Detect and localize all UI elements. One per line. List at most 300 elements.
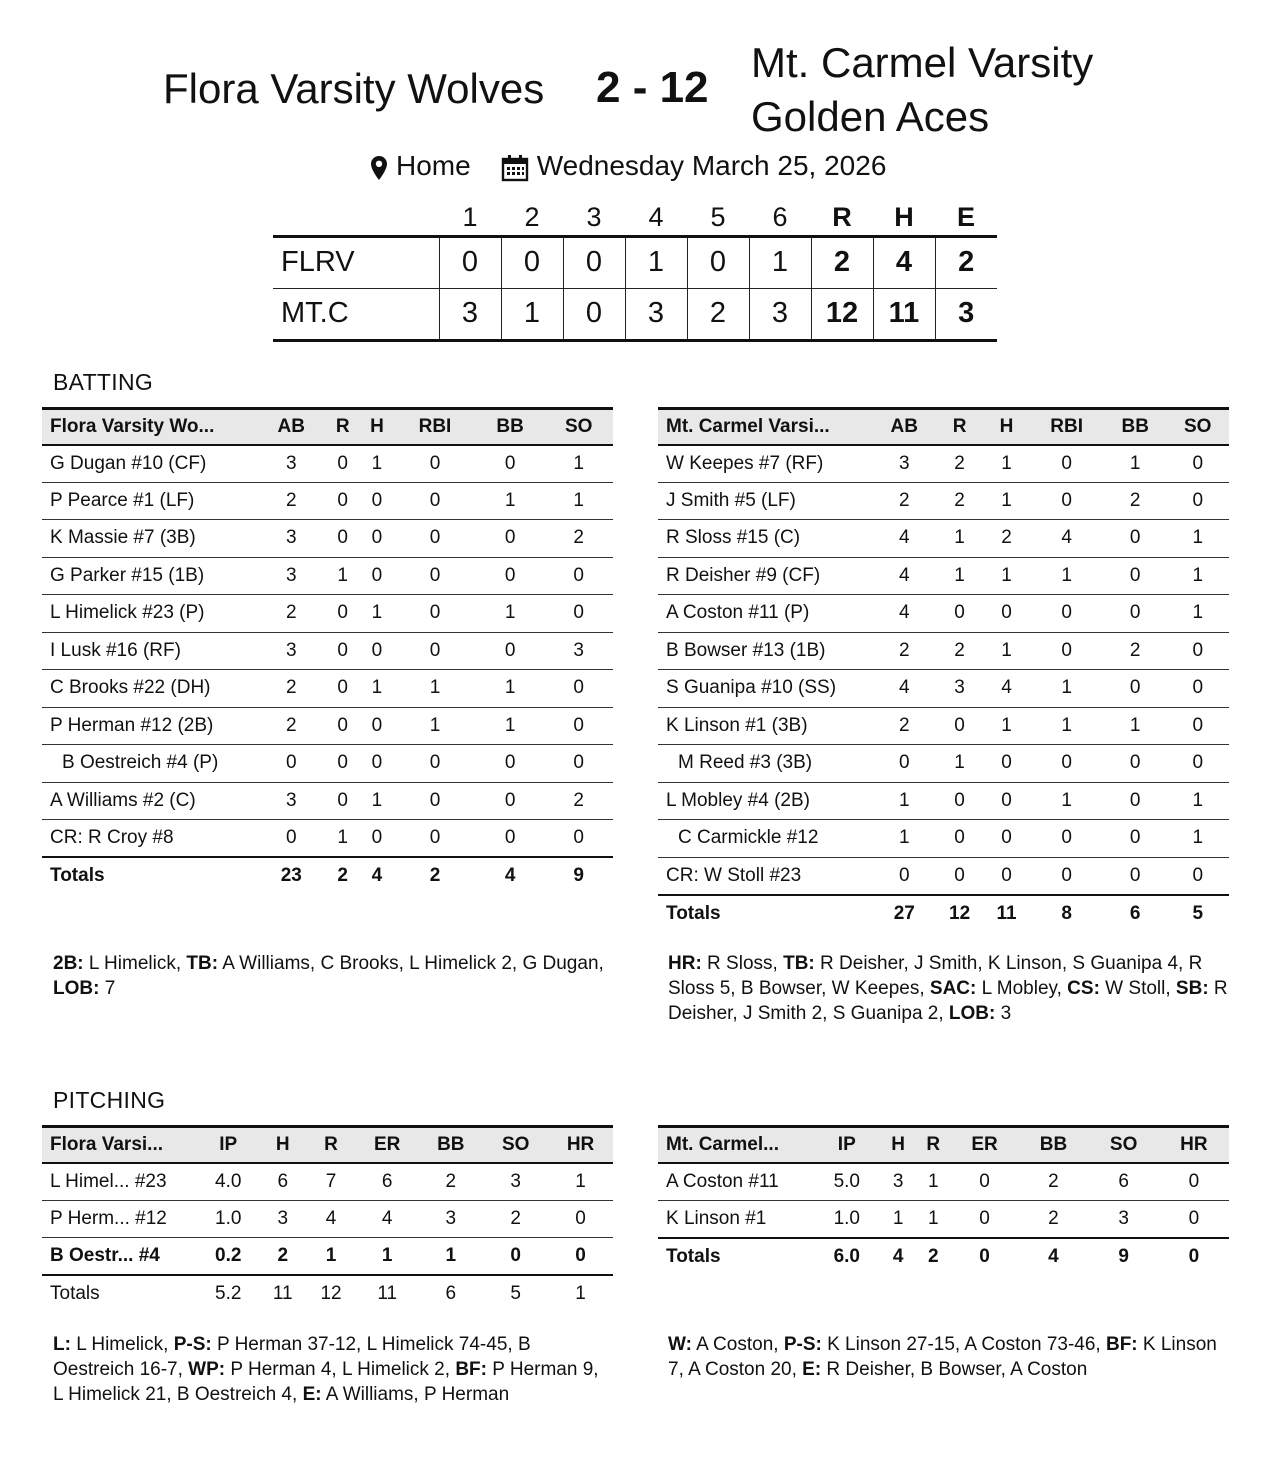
stat-value: 3 bbox=[257, 520, 326, 558]
stat-value: 6 bbox=[356, 1163, 418, 1201]
stat-value: 0 bbox=[1104, 745, 1167, 783]
stat-column-header: BB bbox=[418, 1127, 483, 1163]
stat-value: 0 bbox=[1029, 857, 1104, 895]
stat-value: 0 bbox=[1104, 670, 1167, 708]
final-score: 2 - 12 bbox=[596, 63, 709, 112]
stat-value: 2 bbox=[1104, 482, 1167, 520]
note-label: SB: bbox=[1175, 978, 1209, 999]
total-value: 6.0 bbox=[813, 1238, 881, 1276]
game-date: Wednesday March 25, 2026 bbox=[536, 150, 887, 181]
stat-column-header: HR bbox=[1159, 1127, 1229, 1163]
total-value: 11 bbox=[259, 1275, 306, 1313]
stat-value: 0 bbox=[936, 707, 984, 745]
stat-value: 0 bbox=[544, 820, 613, 858]
stat-value: 0 bbox=[394, 820, 476, 858]
stat-value: 3 bbox=[873, 445, 936, 483]
stat-value: 4 bbox=[873, 557, 936, 595]
total-value: 4 bbox=[881, 1238, 916, 1276]
player-name: M Reed #3 (3B) bbox=[658, 745, 873, 783]
table-header-row bbox=[42, 1127, 613, 1163]
note-text: L Himelick, bbox=[70, 1334, 174, 1355]
stat-value: 3 bbox=[881, 1163, 916, 1201]
stat-value: 0 bbox=[984, 857, 1030, 895]
stat-column-header: AB bbox=[257, 409, 326, 445]
stat-value: 0 bbox=[984, 595, 1030, 633]
player-name: I Lusk #16 (RF) bbox=[42, 632, 257, 670]
stat-value: 0 bbox=[394, 445, 476, 483]
stat-value: 1 bbox=[476, 482, 545, 520]
note-text: A Williams, P Herman bbox=[321, 1384, 510, 1405]
stat-value: 1 bbox=[326, 820, 360, 858]
player-name: C Carmickle #12 bbox=[658, 820, 873, 858]
line-score-row-home bbox=[273, 236, 997, 288]
stat-value: 0 bbox=[544, 745, 613, 783]
stat-value: 0 bbox=[873, 745, 936, 783]
line-score-row-away bbox=[273, 288, 997, 340]
total-value: 6 bbox=[418, 1275, 483, 1313]
team-column-header: Mt. Carmel Varsi... bbox=[658, 409, 873, 445]
note-text: W Stoll, bbox=[1099, 978, 1176, 999]
stat-value: 2 bbox=[1104, 632, 1167, 670]
stat-value: 1 bbox=[936, 557, 984, 595]
note-label: TB: bbox=[186, 953, 219, 974]
inning-runs: 1 bbox=[501, 288, 563, 340]
stat-column-header: SO bbox=[483, 1127, 548, 1163]
player-name: R Sloss #15 (C) bbox=[658, 520, 873, 558]
stat-column-header: RBI bbox=[1029, 409, 1104, 445]
stat-value: 3 bbox=[483, 1163, 548, 1201]
batter-row bbox=[658, 670, 1229, 708]
inning-runs: 3 bbox=[439, 288, 501, 340]
stat-value: 0 bbox=[1104, 782, 1167, 820]
stat-value: 0 bbox=[476, 520, 545, 558]
batter-row bbox=[42, 520, 613, 558]
stat-value: 4 bbox=[873, 670, 936, 708]
team-column-header: Flora Varsi... bbox=[42, 1127, 197, 1163]
stat-column-header: RBI bbox=[394, 409, 476, 445]
stat-value: 1 bbox=[1166, 557, 1229, 595]
player-name: K Linson #1 bbox=[658, 1200, 813, 1238]
stat-value: 0 bbox=[326, 595, 360, 633]
stat-column-header: ER bbox=[951, 1127, 1019, 1163]
note-text: P Herman 9, L Himelick 21, B Oestreich 4, bbox=[53, 1359, 599, 1405]
total-value: 4 bbox=[360, 857, 394, 895]
total-value: 12 bbox=[306, 1275, 356, 1313]
stat-value: 0 bbox=[1159, 1200, 1229, 1238]
stat-column-header: BB bbox=[476, 409, 545, 445]
stat-value: 4 bbox=[873, 520, 936, 558]
away-team-name: Mt. Carmel Varsity Golden Aces bbox=[751, 39, 1094, 140]
pitcher-row bbox=[42, 1238, 613, 1276]
batter-row bbox=[42, 445, 613, 483]
batter-row bbox=[42, 482, 613, 520]
hits-header: H bbox=[894, 201, 914, 232]
stat-value: 0 bbox=[1104, 520, 1167, 558]
note-text: R Deisher, B Bowser, A Coston bbox=[821, 1359, 1088, 1380]
stat-value: 3 bbox=[257, 632, 326, 670]
stat-value: 0 bbox=[936, 595, 984, 633]
stat-value: 3 bbox=[257, 782, 326, 820]
stat-value: 3 bbox=[257, 445, 326, 483]
pitching-notes-away bbox=[668, 1332, 1228, 1382]
stat-value: 0 bbox=[1029, 820, 1104, 858]
stat-value: 2 bbox=[277, 1245, 289, 1266]
stat-column-header: H bbox=[984, 409, 1030, 445]
inning-header: 5 bbox=[710, 201, 726, 232]
stat-value: 1 bbox=[916, 1200, 951, 1238]
stat-value: 0 bbox=[1104, 857, 1167, 895]
stat-value: 2 bbox=[873, 482, 936, 520]
batter-row bbox=[42, 782, 613, 820]
stat-value: 3 bbox=[1089, 1200, 1159, 1238]
batter-row bbox=[658, 745, 1229, 783]
stat-value: 1 bbox=[548, 1163, 613, 1201]
stat-value: 0 bbox=[984, 820, 1030, 858]
total-value: 4 bbox=[476, 857, 545, 895]
stat-value: 1.0 bbox=[813, 1200, 881, 1238]
stat-value: 0 bbox=[544, 670, 613, 708]
total-value: 23 bbox=[257, 857, 326, 895]
stat-value: 0 bbox=[544, 707, 613, 745]
note-label: BF: bbox=[1105, 1334, 1138, 1355]
note-text: P Herman 37-12, L Himelick 74-45, B Oestreich 16-7, bbox=[53, 1334, 531, 1380]
stat-value: 1 bbox=[1029, 707, 1104, 745]
player-name: W Keepes #7 (RF) bbox=[658, 445, 873, 483]
stat-value: 1 bbox=[394, 707, 476, 745]
batter-row bbox=[658, 820, 1229, 858]
map-pin-icon bbox=[370, 150, 388, 182]
note-text: R Deisher, J Smith 2, S Guanipa 2, bbox=[668, 978, 1228, 1024]
note-label: E: bbox=[302, 1384, 322, 1405]
stat-value: 1 bbox=[984, 557, 1030, 595]
stat-value: 1 bbox=[1166, 820, 1229, 858]
stat-value: 2 bbox=[257, 670, 326, 708]
stat-value: 0 bbox=[394, 482, 476, 520]
player-name: CR: R Croy #8 bbox=[42, 820, 257, 858]
inning-runs: 3 bbox=[749, 288, 811, 340]
stat-column-header: IP bbox=[813, 1127, 881, 1163]
stat-value: 1 bbox=[325, 1245, 337, 1266]
stat-value: 0 bbox=[360, 820, 394, 858]
player-name: P Herm... #12 bbox=[42, 1200, 197, 1238]
note-label: L: bbox=[53, 1334, 71, 1355]
stat-column-header: H bbox=[360, 409, 394, 445]
inning-header: 4 bbox=[648, 201, 664, 232]
stat-value: 1 bbox=[1029, 670, 1104, 708]
stat-column-header: BB bbox=[1018, 1127, 1088, 1163]
team-abbr: MT.C bbox=[273, 288, 439, 340]
stat-value: 4 bbox=[873, 595, 936, 633]
total-value: 5.2 bbox=[197, 1275, 259, 1313]
stat-value: 1 bbox=[360, 782, 394, 820]
stat-value: 0 bbox=[873, 857, 936, 895]
note-label: P-S: bbox=[783, 1334, 822, 1355]
stat-value: 0 bbox=[476, 557, 545, 595]
stat-value: 0 bbox=[1166, 482, 1229, 520]
total-value: 11 bbox=[984, 895, 1030, 933]
inning-runs: 0 bbox=[563, 288, 625, 340]
pitching-table-away bbox=[658, 1125, 1229, 1275]
calendar-icon bbox=[501, 150, 529, 182]
note-text: K Linson 7, A Coston 20, bbox=[668, 1334, 1217, 1380]
stat-value: 0 bbox=[326, 745, 360, 783]
stat-value: 1.0 bbox=[197, 1200, 259, 1238]
home-team-name: Flora Varsity Wolves bbox=[163, 65, 545, 112]
stat-value: 0 bbox=[1104, 595, 1167, 633]
pitching-table-home bbox=[42, 1125, 613, 1313]
player-name: B Oestreich #4 (P) bbox=[42, 745, 257, 783]
stat-value: 0 bbox=[984, 782, 1030, 820]
batter-row bbox=[42, 595, 613, 633]
stat-value: 1 bbox=[360, 445, 394, 483]
stat-value: 1 bbox=[873, 820, 936, 858]
stat-value: 0 bbox=[1166, 707, 1229, 745]
stat-value: 0 bbox=[1029, 445, 1104, 483]
player-name: G Parker #15 (1B) bbox=[42, 557, 257, 595]
note-text: R Deisher, J Smith, K Linson, S Guanipa 4, R Sloss 5, B Bowser, W Keepes, bbox=[668, 953, 1203, 999]
stat-value: 0 bbox=[1166, 857, 1229, 895]
runs-header: R bbox=[832, 201, 852, 232]
stat-value: 1 bbox=[394, 670, 476, 708]
stat-value: 1 bbox=[936, 520, 984, 558]
stat-value: 3 bbox=[418, 1200, 483, 1238]
note-text: R Sloss, bbox=[701, 953, 784, 974]
stat-value: 0 bbox=[326, 520, 360, 558]
total-runs: 2 bbox=[811, 236, 873, 288]
player-name: K Massie #7 (3B) bbox=[42, 520, 257, 558]
total-value: 12 bbox=[936, 895, 984, 933]
note-label: WP: bbox=[188, 1359, 226, 1380]
batter-row bbox=[658, 557, 1229, 595]
stat-value: 6 bbox=[259, 1163, 306, 1201]
total-runs: 12 bbox=[811, 288, 873, 340]
stat-value: 0 bbox=[394, 557, 476, 595]
stat-value: 1 bbox=[1104, 707, 1167, 745]
stat-value: 0 bbox=[326, 445, 360, 483]
stat-column-header: SO bbox=[1166, 409, 1229, 445]
stat-value: 2 bbox=[1018, 1200, 1088, 1238]
batting-notes-away bbox=[668, 951, 1228, 1026]
total-value: 0 bbox=[1159, 1238, 1229, 1276]
stat-value: 1 bbox=[1029, 782, 1104, 820]
stat-value: 1 bbox=[326, 557, 360, 595]
stat-value: 6 bbox=[1089, 1163, 1159, 1201]
batter-row bbox=[42, 745, 613, 783]
total-hits: 11 bbox=[873, 288, 935, 340]
batting-notes-home bbox=[53, 951, 613, 1001]
note-label: SAC: bbox=[929, 978, 977, 999]
batter-row bbox=[42, 632, 613, 670]
player-name: C Brooks #22 (DH) bbox=[42, 670, 257, 708]
stat-value: 1 bbox=[1166, 782, 1229, 820]
stat-value: 1 bbox=[476, 595, 545, 633]
total-value: 11 bbox=[356, 1275, 418, 1313]
stat-value: 0 bbox=[1104, 820, 1167, 858]
batting-table-away bbox=[658, 407, 1229, 932]
stat-value: 0 bbox=[575, 1245, 586, 1266]
note-text: K Linson 27-15, A Coston 73-46, bbox=[821, 1334, 1106, 1355]
batter-row bbox=[658, 520, 1229, 558]
line-score-table bbox=[273, 200, 997, 342]
total-errors: 2 bbox=[935, 236, 997, 288]
stat-value: 1 bbox=[445, 1245, 457, 1266]
table-header-row bbox=[658, 1127, 1229, 1163]
stat-column-header: BB bbox=[1104, 409, 1167, 445]
stat-column-header: R bbox=[306, 1127, 356, 1163]
stat-value: 2 bbox=[873, 632, 936, 670]
batter-row bbox=[42, 670, 613, 708]
note-label: W: bbox=[668, 1334, 692, 1355]
inning-runs: 1 bbox=[625, 236, 687, 288]
inning-runs: 0 bbox=[687, 236, 749, 288]
stat-value: 1 bbox=[936, 745, 984, 783]
stat-column-header: R bbox=[916, 1127, 951, 1163]
pitcher-row bbox=[42, 1200, 613, 1238]
player-name: B Bowser #13 (1B) bbox=[658, 632, 873, 670]
stat-value: 1 bbox=[476, 707, 545, 745]
team-abbr: FLRV bbox=[273, 236, 439, 288]
note-text: L Himelick, bbox=[83, 953, 187, 974]
stat-value: 0 bbox=[548, 1200, 613, 1238]
total-value: 0 bbox=[951, 1238, 1019, 1276]
stat-value: 0 bbox=[1029, 595, 1104, 633]
batting-section-title: BATTING bbox=[53, 369, 154, 395]
stat-value: 0.2 bbox=[215, 1245, 242, 1266]
stat-value: 0 bbox=[326, 782, 360, 820]
stat-value: 0 bbox=[936, 782, 984, 820]
stat-value: 7 bbox=[306, 1163, 356, 1201]
stat-value: 3 bbox=[259, 1200, 306, 1238]
stat-value: 2 bbox=[873, 707, 936, 745]
player-name: A Coston #11 bbox=[658, 1163, 813, 1201]
stat-value: 0 bbox=[394, 595, 476, 633]
stat-value: 0 bbox=[476, 745, 545, 783]
total-value: 8 bbox=[1029, 895, 1104, 933]
team-column-header: Mt. Carmel... bbox=[658, 1127, 813, 1163]
stat-value: 0 bbox=[1166, 445, 1229, 483]
player-name: R Deisher #9 (CF) bbox=[658, 557, 873, 595]
player-name: A Williams #2 (C) bbox=[42, 782, 257, 820]
stat-value: 0 bbox=[951, 1163, 1019, 1201]
note-text: 7 bbox=[99, 978, 116, 999]
stat-value: 2 bbox=[257, 707, 326, 745]
stat-value: 2 bbox=[544, 520, 613, 558]
total-value: 6 bbox=[1104, 895, 1167, 933]
stat-value: 0 bbox=[984, 745, 1030, 783]
stat-value: 0 bbox=[1166, 670, 1229, 708]
inning-runs: 2 bbox=[687, 288, 749, 340]
stat-value: 1 bbox=[1166, 520, 1229, 558]
stat-value: 2 bbox=[936, 482, 984, 520]
batter-row bbox=[42, 820, 613, 858]
inning-header: 6 bbox=[772, 201, 788, 232]
pitcher-row bbox=[42, 1163, 613, 1201]
stat-column-header: IP bbox=[197, 1127, 259, 1163]
totals-row bbox=[42, 857, 613, 895]
stat-value: 0 bbox=[1029, 482, 1104, 520]
stat-value: 0 bbox=[326, 670, 360, 708]
stat-value: 0 bbox=[360, 707, 394, 745]
batter-row bbox=[42, 557, 613, 595]
stat-value: 0 bbox=[544, 557, 613, 595]
stat-column-header: ER bbox=[356, 1127, 418, 1163]
total-errors: 3 bbox=[935, 288, 997, 340]
line-score-header bbox=[273, 200, 997, 236]
total-hits: 4 bbox=[873, 236, 935, 288]
stat-value: 1 bbox=[984, 632, 1030, 670]
stat-value: 4 bbox=[356, 1200, 418, 1238]
inning-runs: 3 bbox=[625, 288, 687, 340]
stat-value: 0 bbox=[544, 595, 613, 633]
stat-column-header: HR bbox=[548, 1127, 613, 1163]
batter-row bbox=[42, 707, 613, 745]
totals-label: Totals bbox=[42, 857, 257, 895]
stat-value: 4 bbox=[1029, 520, 1104, 558]
note-label: HR: bbox=[668, 953, 702, 974]
batter-row bbox=[658, 707, 1229, 745]
stat-value: 0 bbox=[1166, 745, 1229, 783]
inning-runs: 0 bbox=[563, 236, 625, 288]
batter-row bbox=[658, 632, 1229, 670]
note-label: BF: bbox=[455, 1359, 487, 1380]
player-name: L Himel... #23 bbox=[42, 1163, 197, 1201]
totals-row bbox=[42, 1275, 613, 1313]
table-header-row bbox=[658, 409, 1229, 445]
stat-value: 1 bbox=[916, 1163, 951, 1201]
stat-value: 0 bbox=[257, 820, 326, 858]
player-name: J Smith #5 (LF) bbox=[658, 482, 873, 520]
stat-value: 2 bbox=[418, 1163, 483, 1201]
note-label: 2B: bbox=[53, 953, 84, 974]
total-value: 5 bbox=[1166, 895, 1229, 933]
stat-value: 0 bbox=[476, 782, 545, 820]
stat-value: 0 bbox=[360, 745, 394, 783]
stat-value: 4 bbox=[306, 1200, 356, 1238]
totals-label: Totals bbox=[658, 895, 873, 933]
total-value: 2 bbox=[916, 1238, 951, 1276]
batter-row bbox=[658, 595, 1229, 633]
player-name: P Herman #12 (2B) bbox=[42, 707, 257, 745]
player-name: A Coston #11 (P) bbox=[658, 595, 873, 633]
stat-value: 2 bbox=[936, 632, 984, 670]
batter-row bbox=[658, 445, 1229, 483]
stat-value: 0 bbox=[326, 482, 360, 520]
inning-header: 2 bbox=[524, 201, 540, 232]
stat-value: 0 bbox=[1166, 632, 1229, 670]
stat-value: 0 bbox=[1104, 557, 1167, 595]
stat-column-header: R bbox=[326, 409, 360, 445]
stat-value: 0 bbox=[360, 632, 394, 670]
stat-value: 2 bbox=[257, 595, 326, 633]
stat-value: 4 bbox=[984, 670, 1030, 708]
stat-value: 1 bbox=[881, 1200, 916, 1238]
inning-runs: 0 bbox=[501, 236, 563, 288]
stat-column-header: AB bbox=[873, 409, 936, 445]
player-name: K Linson #1 (3B) bbox=[658, 707, 873, 745]
stat-value: 3 bbox=[936, 670, 984, 708]
stat-value: 3 bbox=[257, 557, 326, 595]
stat-column-header: H bbox=[259, 1127, 306, 1163]
game-header bbox=[0, 30, 1276, 150]
total-value: 9 bbox=[544, 857, 613, 895]
pitcher-row bbox=[658, 1163, 1229, 1201]
batting-table-home bbox=[42, 407, 613, 895]
stat-value: 0 bbox=[326, 707, 360, 745]
inning-header: 1 bbox=[462, 201, 478, 232]
stat-value: 0 bbox=[1159, 1163, 1229, 1201]
note-text: P Herman 4, L Himelick 2, bbox=[225, 1359, 456, 1380]
total-value: 1 bbox=[548, 1275, 613, 1313]
